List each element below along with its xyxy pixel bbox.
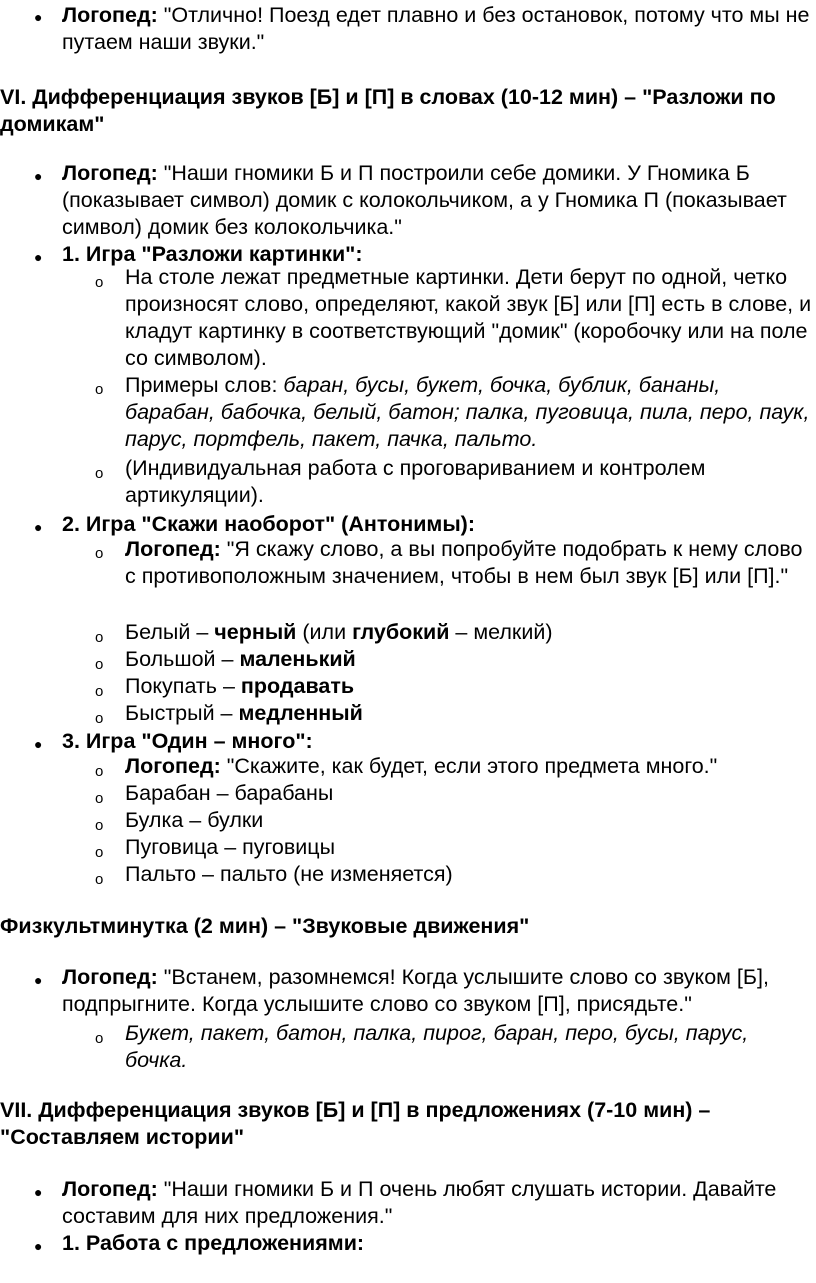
plural-item: Пуговица – пуговицы xyxy=(125,835,336,859)
section-7-work-title: 1. Работа с предложениями: xyxy=(62,1231,365,1255)
antonym-extra-bold: глубокий xyxy=(352,620,450,644)
physical-words-text: Букет, пакет, батон, палка, пирог, баран, перо, бусы, парус, бочка. xyxy=(125,1021,749,1072)
bullet-icon: ● xyxy=(34,1238,43,1254)
speaker-label: Логопед: xyxy=(125,537,221,561)
speaker-label: Логопед: xyxy=(62,965,158,989)
speaker-label: Логопед: xyxy=(125,754,221,778)
sub-bullet-icon: o xyxy=(95,629,104,646)
game-2-title: 2. Игра "Скажи наоборот" (Антонимы): xyxy=(62,512,476,536)
antonym-extra: (или xyxy=(296,620,353,644)
section-7-text: "Наши гномики Б и П очень любят слушать истории. Давайте составим для них предложения." xyxy=(62,1177,777,1228)
plural-item: Пальто – пальто (не изменяется) xyxy=(125,862,453,886)
antonym-word: Большой – xyxy=(125,647,240,671)
game-1-item: (Индивидуальная работа с проговариванием и контролем артикуляции). xyxy=(125,456,706,507)
section-6-heading: VI. Дифференциация звуков [Б] и [П] в словах (10-12 мин) – "Разложи по домикам" xyxy=(0,85,776,136)
plural-item: Барабан – барабаны xyxy=(125,781,334,805)
bullet-icon: ● xyxy=(34,9,43,25)
game-2-instruction-text: "Я скажу слово, а вы попробуйте подобрать к нему слово с противоположным значением, чтобы в нем был звук [Б] или [П]." xyxy=(125,537,803,588)
game-1-item: На столе лежат предметные картинки. Дети берут по одной, четко произносят слово, определяют, какой звук [Б] или [П] есть в слове, и кладут картинку в соответствующий "домик" (коробочку или на поле со символом). xyxy=(125,265,812,370)
physical-text: "Встанем, разомнемся! Когда услышите слово со звуком [Б], подпрыгните. Когда услышите слово со звуком [П], присядьте." xyxy=(62,965,769,1016)
antonym-answer: маленький xyxy=(239,647,356,671)
sub-bullet-icon: o xyxy=(95,656,104,673)
sub-bullet-icon: o xyxy=(95,844,104,861)
section-7-paragraph xyxy=(62,1176,814,1230)
physical-heading: Физкультминутка (2 мин) – "Звуковые движения" xyxy=(0,914,530,938)
sub-bullet-icon: o xyxy=(95,710,104,727)
sub-bullet-icon: o xyxy=(95,871,104,888)
sub-bullet-icon: o xyxy=(95,274,104,291)
section-6-intro xyxy=(62,160,814,241)
bullet-icon: ● xyxy=(34,249,43,265)
examples-words: баран, бусы, букет, бочка, бублик, бананы, барабан, бабочка, белый, батон; палка, пуговица, пила, перо, паук, парус, портфель, пакет, пачка, пальто. xyxy=(125,373,810,451)
physical-words xyxy=(125,1020,815,1074)
bullet-icon: ● xyxy=(34,736,43,752)
examples-label: Примеры слов: xyxy=(125,373,284,397)
antonym-answer: медленный xyxy=(238,701,363,725)
section-7-heading: VII. Дифференциация звуков [Б] и [П] в предложениях (7-10 мин) – "Составляем истории" xyxy=(0,1098,711,1149)
game-3-instruction xyxy=(125,753,815,780)
antonym-pair xyxy=(125,673,815,700)
antonym-pair xyxy=(125,646,815,673)
game-1-title: 1. Игра "Разложи картинки": xyxy=(62,242,363,266)
game-2-instruction xyxy=(125,536,815,590)
bullet-icon: ● xyxy=(34,972,43,988)
bullet-icon: ● xyxy=(34,519,43,535)
sub-bullet-icon: o xyxy=(95,817,104,834)
antonym-pair xyxy=(125,700,815,727)
plural-item: Булка – булки xyxy=(125,808,264,832)
sub-bullet-icon: o xyxy=(95,763,104,780)
antonym-extra: – мелкий) xyxy=(449,620,553,644)
antonym-word: Белый – xyxy=(125,620,215,644)
game-3-instruction-text: "Скажите, как будет, если этого предмета много." xyxy=(220,754,718,778)
sub-bullet-icon: o xyxy=(95,381,104,398)
physical-paragraph xyxy=(62,964,814,1018)
antonym-word: Покупать – xyxy=(125,674,241,698)
intro-paragraph xyxy=(62,2,814,56)
sub-bullet-icon: o xyxy=(95,683,104,700)
sub-bullet-icon: o xyxy=(95,545,104,562)
antonym-answer: черный xyxy=(214,620,297,644)
sub-bullet-icon: o xyxy=(95,465,104,482)
speaker-label: Логопед: xyxy=(62,161,158,185)
speaker-label: Логопед: xyxy=(62,1177,158,1201)
antonym-answer: продавать xyxy=(240,674,355,698)
game-3-title: 3. Игра "Один – много": xyxy=(62,729,313,753)
speaker-label: Логопед: xyxy=(62,3,158,27)
game-1-examples xyxy=(125,372,815,453)
bullet-icon: ● xyxy=(34,1184,43,1200)
antonym-word: Быстрый – xyxy=(125,701,239,725)
antonym-pair xyxy=(125,619,815,646)
intro-text: "Отлично! Поезд едет плавно и без остановок, потому что мы не путаем наши звуки." xyxy=(62,3,810,54)
sub-bullet-icon: o xyxy=(95,1030,104,1047)
sub-bullet-icon: o xyxy=(95,790,104,807)
section-6-intro-text: "Наши гномики Б и П построили себе домики. У Гномика Б (показывает символ) домик с колокольчиком, а у Гномика П (показывает символ) домик без колокольчика." xyxy=(62,161,787,239)
bullet-icon: ● xyxy=(34,168,43,184)
